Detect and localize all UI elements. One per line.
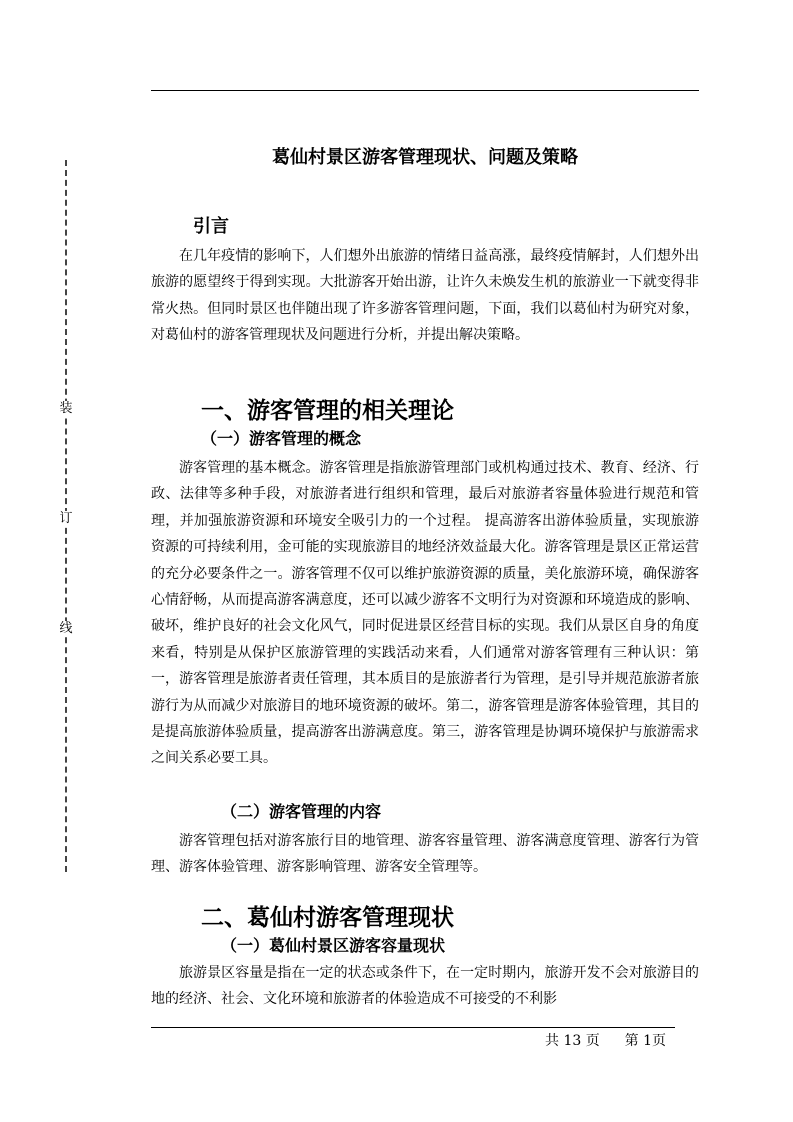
section1-sub2-paragraph: 游客管理包括对游客旅行目的地管理、游客容量管理、游客满意度管理、游客行为管理、游客体验管理、游客影响管理、游客安全管理等。 [151, 833, 699, 876]
intro-paragraph: 在几年疫情的影响下，人们想外出旅游的情绪日益高涨，最终疫情解封，人们想外出旅游的愿望终于得到实现。大批游客开始出游，让许久未焕发生机的旅游业一下就变得非常火热。但同时景区也伴随出现了许多游客管理问题，下面，我们以葛仙村为研究对象，对葛仙村的游客管理现状及问题进行分析，并提出解决策略。 [151, 248, 699, 344]
section2-heading: 二、葛仙村游客管理现状 [201, 904, 454, 931]
binding-mark-ding: 订 [59, 511, 73, 526]
current-page: 第 1页 [624, 1033, 666, 1049]
footer-rule [151, 1027, 675, 1028]
page-footer [545, 1031, 666, 1051]
section1-sub1-paragraph: 游客管理的基本概念。游客管理是指旅游管理部门或机构通过技术、教育、经济、行政、法律等多种手段，对旅游者进行组织和管理，最后对旅游者容量体验进行规范和管理，并加强旅游资源和环境安全吸引力的一个过程。 提高游客出游体验质量，实现旅游资源的可持续利用，金可能的实现旅游目的地经济效益最大化。游客管理是景区正常运营的充分必要条件之一。游客管理不仅可以维护旅游资源的质量，美化旅游环境，确保游客心情舒畅，从而提高游客满意度，还可以减少游客不文明行为对资源和环境造成的影响、破坏，维护良好的社会文化风气，同时促进景区经营目标的实现。我们从景区自身的角度来看，特别是从保护区旅游管理的实践活动来看，人们通常对游客管理有三种认识：第一，游客管理是旅游者责任管理，其本质目的是旅游者行为管理，是引导并规范旅游者旅游行为从而减少对旅游目的地环境资源的破坏。第二，游客管理是游客体验管理，其目的是提高旅游体验质量，提高游客出游满意度。第三，游客管理是协调环境保护与旅游需求之间关系必要工具。 [151, 460, 699, 767]
binding-mark-xian: 线 [59, 621, 73, 636]
section2-sub1-heading: （一）葛仙村景区游客容量现状 [221, 936, 446, 955]
binding-mark-zhuang: 装 [59, 401, 73, 416]
section2-sub1-paragraph: 旅游景区容量是指在一定的状态或条件下，在一定时期内，旅游开发不会对旅游目的地的经济、社会、文化环境和旅游者的体验造成不可接受的不利影 [151, 965, 699, 1008]
section1-heading: 一、游客管理的相关理论 [201, 397, 454, 424]
document-title: 葛仙村景区游客管理现状、问题及策略 [272, 147, 578, 168]
intro-heading: 引言 [193, 216, 229, 237]
section1-sub2-heading: （二）游客管理的内容 [221, 802, 382, 821]
section1-sub1-heading: （一）游客管理的概念 [201, 429, 362, 448]
total-pages: 共 13 页 [545, 1033, 600, 1049]
header-rule [151, 90, 699, 91]
